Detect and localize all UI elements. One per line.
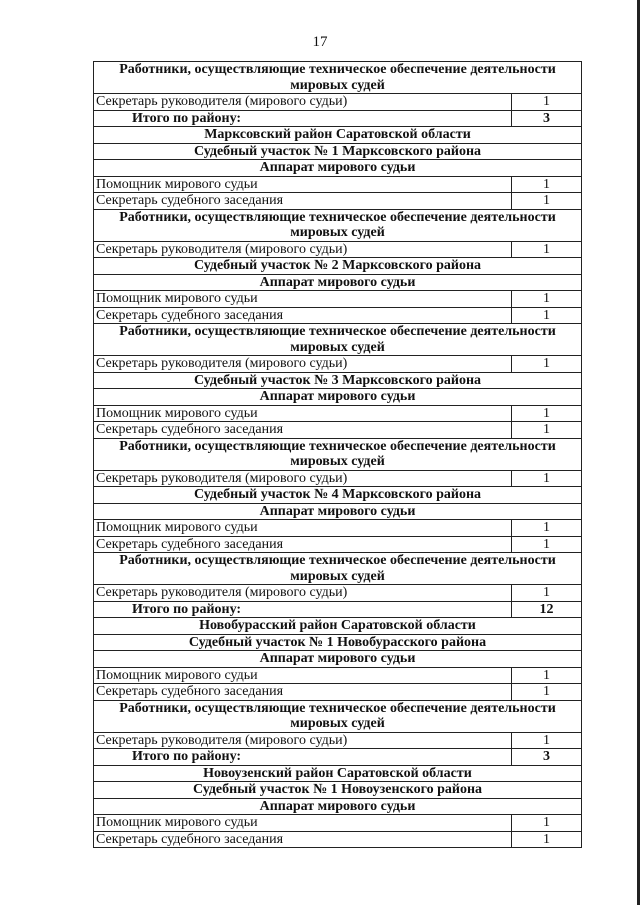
position-count: 1 <box>512 536 582 553</box>
position-count: 1 <box>512 291 582 308</box>
section-header-row <box>94 503 582 520</box>
position-count: 1 <box>512 520 582 537</box>
position-row <box>94 176 582 193</box>
section-header-text: Новобурасский район Саратовской области <box>94 618 582 635</box>
section-header-row <box>94 700 582 732</box>
position-label: Помощник мирового судьи <box>94 520 512 537</box>
section-header-text: Судебный участок № 3 Марксовского района <box>94 372 582 389</box>
section-header-row <box>94 765 582 782</box>
section-header-text: Работники, осуществляющие техническое обеспечение деятельности мировых судей <box>94 324 582 356</box>
total-row <box>94 601 582 618</box>
staff-table <box>93 61 582 848</box>
section-header-row <box>94 372 582 389</box>
section-header-row <box>94 274 582 291</box>
section-header-text: Судебный участок № 4 Марксовского района <box>94 487 582 504</box>
position-label: Секретарь судебного заседания <box>94 536 512 553</box>
position-label: Секретарь судебного заседания <box>94 307 512 324</box>
section-header-text: Работники, осуществляющие техническое обеспечение деятельности мировых судей <box>94 209 582 241</box>
position-label: Секретарь судебного заседания <box>94 422 512 439</box>
section-header-text: Работники, осуществляющие техническое обеспечение деятельности мировых судей <box>94 700 582 732</box>
total-label: Итого по району: <box>94 749 512 766</box>
section-header-row <box>94 798 582 815</box>
position-row <box>94 831 582 848</box>
position-label: Секретарь руководителя (мирового судьи) <box>94 241 512 258</box>
position-label: Секретарь руководителя (мирового судьи) <box>94 585 512 602</box>
section-header-row <box>94 782 582 799</box>
section-header-text: Судебный участок № 1 Новобурасского района <box>94 634 582 651</box>
total-row <box>94 749 582 766</box>
section-header-row <box>94 258 582 275</box>
section-header-text: Аппарат мирового судьи <box>94 798 582 815</box>
total-value: 3 <box>512 110 582 127</box>
position-label: Помощник мирового судьи <box>94 815 512 832</box>
total-row <box>94 110 582 127</box>
position-label: Секретарь судебного заседания <box>94 831 512 848</box>
position-label: Секретарь судебного заседания <box>94 193 512 210</box>
position-row <box>94 241 582 258</box>
section-header-text: Работники, осуществляющие техническое обеспечение деятельности мировых судей <box>94 438 582 470</box>
position-count: 1 <box>512 585 582 602</box>
position-count: 1 <box>512 405 582 422</box>
position-row <box>94 94 582 111</box>
section-header-row <box>94 160 582 177</box>
section-header-row <box>94 487 582 504</box>
section-header-row <box>94 634 582 651</box>
section-header-text: Работники, осуществляющие техническое обеспечение деятельности мировых судей <box>94 62 582 94</box>
position-count: 1 <box>512 831 582 848</box>
position-count: 1 <box>512 422 582 439</box>
position-count: 1 <box>512 176 582 193</box>
page-number: 17 <box>312 34 328 50</box>
position-row <box>94 732 582 749</box>
position-row <box>94 585 582 602</box>
section-header-text: Аппарат мирового судьи <box>94 389 582 406</box>
section-header-row <box>94 389 582 406</box>
position-count: 1 <box>512 470 582 487</box>
position-count: 1 <box>512 94 582 111</box>
position-row <box>94 815 582 832</box>
position-label: Помощник мирового судьи <box>94 291 512 308</box>
section-header-row <box>94 324 582 356</box>
section-header-text: Марксовский район Саратовской области <box>94 127 582 144</box>
section-header-text: Судебный участок № 1 Новоузенского района <box>94 782 582 799</box>
staff-table-body <box>94 62 582 848</box>
position-row <box>94 422 582 439</box>
position-count: 1 <box>512 667 582 684</box>
position-count: 1 <box>512 815 582 832</box>
position-label: Помощник мирового судьи <box>94 176 512 193</box>
total-label: Итого по району: <box>94 601 512 618</box>
position-row <box>94 520 582 537</box>
position-label: Секретарь руководителя (мирового судьи) <box>94 356 512 373</box>
position-count: 1 <box>512 193 582 210</box>
position-label: Помощник мирового судьи <box>94 667 512 684</box>
position-row <box>94 356 582 373</box>
position-row <box>94 536 582 553</box>
section-header-row <box>94 143 582 160</box>
section-header-row <box>94 553 582 585</box>
position-count: 1 <box>512 356 582 373</box>
position-count: 1 <box>512 684 582 701</box>
section-header-row <box>94 127 582 144</box>
section-header-row <box>94 618 582 635</box>
position-row <box>94 405 582 422</box>
section-header-text: Аппарат мирового судьи <box>94 651 582 668</box>
section-header-text: Аппарат мирового судьи <box>94 160 582 177</box>
position-row <box>94 667 582 684</box>
section-header-text: Работники, осуществляющие техническое обеспечение деятельности мировых судей <box>94 553 582 585</box>
position-label: Секретарь руководителя (мирового судьи) <box>94 732 512 749</box>
position-label: Секретарь судебного заседания <box>94 684 512 701</box>
position-label: Помощник мирового судьи <box>94 405 512 422</box>
section-header-text: Новоузенский район Саратовской области <box>94 765 582 782</box>
position-row <box>94 470 582 487</box>
position-count: 1 <box>512 732 582 749</box>
position-row <box>94 193 582 210</box>
total-value: 3 <box>512 749 582 766</box>
position-count: 1 <box>512 307 582 324</box>
section-header-text: Судебный участок № 2 Марксовского района <box>94 258 582 275</box>
section-header-row <box>94 651 582 668</box>
position-row <box>94 307 582 324</box>
position-label: Секретарь руководителя (мирового судьи) <box>94 470 512 487</box>
section-header-row <box>94 438 582 470</box>
section-header-text: Аппарат мирового судьи <box>94 274 582 291</box>
position-label: Секретарь руководителя (мирового судьи) <box>94 94 512 111</box>
position-count: 1 <box>512 241 582 258</box>
section-header-row <box>94 209 582 241</box>
section-header-text: Аппарат мирового судьи <box>94 503 582 520</box>
position-row <box>94 291 582 308</box>
position-row <box>94 684 582 701</box>
section-header-text: Судебный участок № 1 Марксовского района <box>94 143 582 160</box>
total-value: 12 <box>512 601 582 618</box>
section-header-row <box>94 62 582 94</box>
total-label: Итого по району: <box>94 110 512 127</box>
